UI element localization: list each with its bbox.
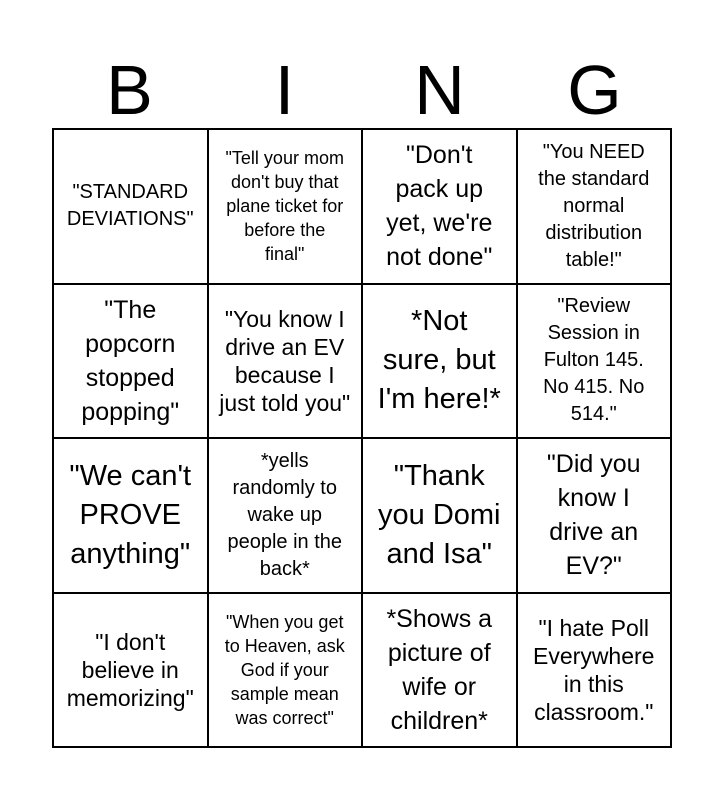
cell-text: "Thank you Domi and Isa"	[378, 459, 501, 570]
cell-text: *Shows a picture of wife or children*	[386, 604, 493, 735]
bingo-cell-r1c2[interactable]	[209, 130, 364, 285]
header-letter-n: N	[414, 51, 465, 129]
bingo-cell-r4c1[interactable]	[54, 594, 209, 749]
header-letter-b: B	[106, 51, 153, 129]
bingo-cell-r2c2[interactable]	[209, 285, 364, 440]
header-letter-i: I	[274, 51, 295, 129]
cell-text: "STANDARD DEVIATIONS"	[66, 181, 194, 231]
cell-text: "Did you know I drive an EV?"	[546, 450, 641, 581]
cell-text: "The popcorn stopped popping"	[81, 295, 180, 426]
cell-text: "We can't PROVE anything"	[69, 459, 192, 570]
bingo-cell-r4c3[interactable]	[363, 594, 518, 749]
cell-text: "You know I drive an EV because I just told you"	[219, 305, 351, 416]
header-letter-g: G	[567, 51, 622, 129]
cell-text: "Tell your mom don't buy that plane ticket for before the final"	[225, 148, 344, 265]
bingo-cell-r2c3[interactable]	[363, 285, 518, 440]
bingo-cell-r1c4[interactable]	[518, 130, 673, 285]
bingo-cell-r4c4[interactable]	[518, 594, 673, 749]
bingo-header	[52, 52, 672, 128]
cell-text: "You NEED the standard normal distribution table!"	[538, 140, 650, 271]
bingo-cell-r3c3[interactable]	[363, 439, 518, 594]
cell-text: "I don't believe in memorizing"	[66, 628, 194, 711]
bingo-cell-r2c1[interactable]	[54, 285, 209, 440]
cell-text: "When you get to Heaven, ask God if your sample mean was correct"	[224, 611, 345, 728]
cell-text: *yells randomly to wake up people in the back*	[227, 449, 343, 580]
cell-text: "Don't pack up yet, we're not done"	[386, 141, 493, 272]
bingo-board	[52, 128, 672, 748]
bingo-cell-r2c4[interactable]	[518, 285, 673, 440]
cell-text: *Not sure, but I'm here!*	[377, 305, 501, 416]
bingo-cell-r3c4[interactable]	[518, 439, 673, 594]
cell-text: "Review Session in Fulton 145. No 415. No 514."	[543, 295, 645, 426]
bingo-cell-r4c2[interactable]	[209, 594, 364, 749]
bingo-cell-r3c2[interactable]	[209, 439, 364, 594]
bingo-cell-r3c1[interactable]	[54, 439, 209, 594]
bingo-cell-r1c1[interactable]	[54, 130, 209, 285]
bingo-cell-r1c3[interactable]	[363, 130, 518, 285]
cell-text: "I hate Poll Everywhere in this classroom."	[533, 614, 655, 725]
